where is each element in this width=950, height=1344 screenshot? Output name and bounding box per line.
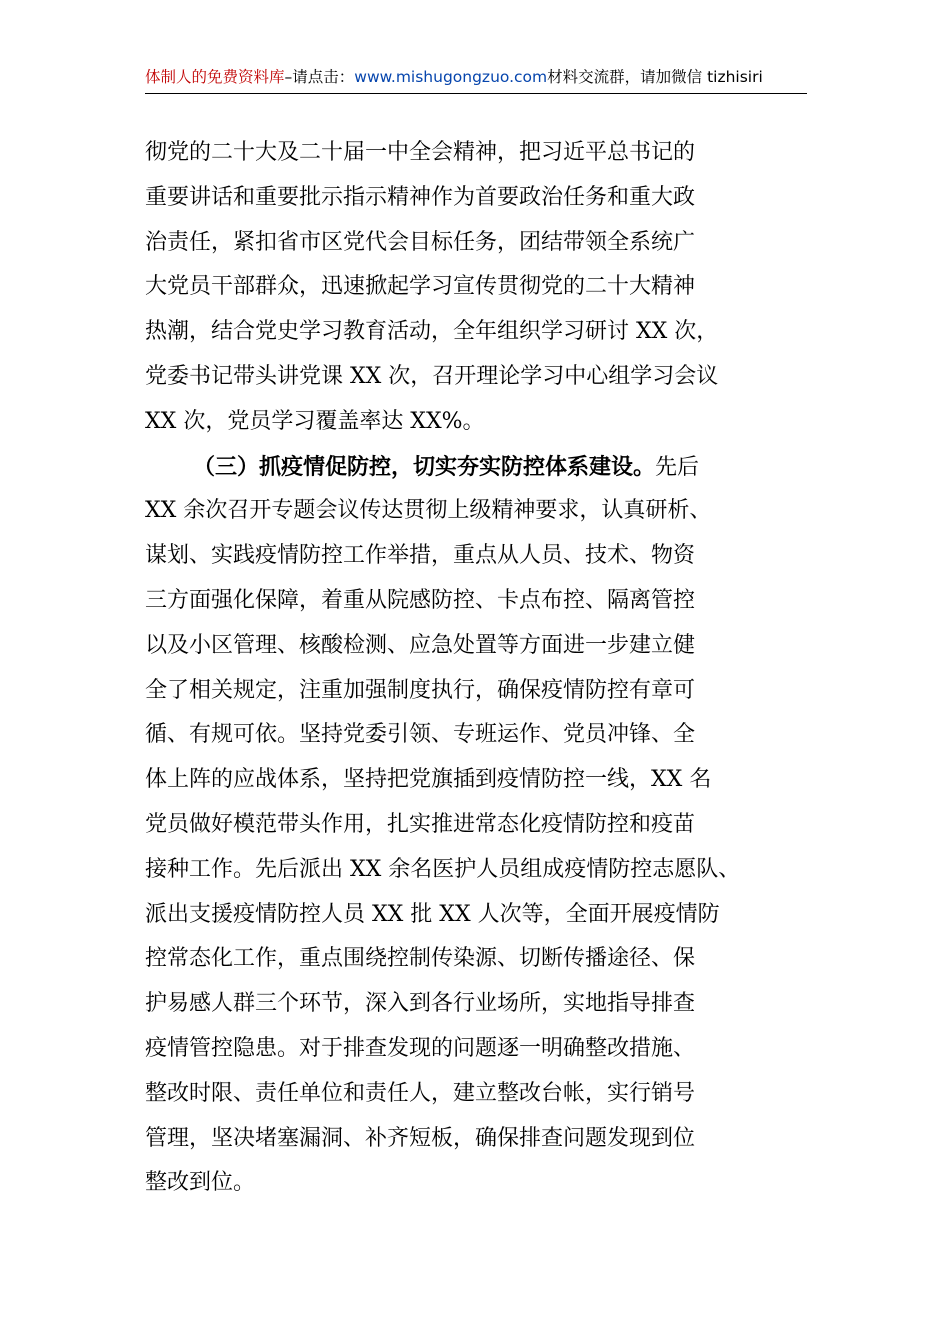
text-line: 重要讲话和重要批示指示精神作为首要政治任务和重大政 [145, 184, 696, 210]
text-line: 疫情管控隐患。对于排查发现的问题逐一明确整改措施、 [145, 1035, 696, 1061]
text-line: XX 余次召开专题会议传达贯彻上级精神要求，认真研析、 [145, 498, 712, 524]
text-line: 以及小区管理、核酸检测、应急处置等方面进一步建立健 [145, 632, 696, 658]
text-line: 控常态化工作，重点围绕控制传染源、切断传播途径、保 [145, 946, 696, 972]
text-line: 治责任，紧扣省市区党代会目标任务，团结带领全系统广 [145, 229, 696, 255]
section-heading: （三）抓疫情促防控，切实夯实防控体系建设。 [193, 453, 656, 480]
header-brand: 体制人的免费资料库 [145, 68, 285, 86]
text-line: 谋划、实践疫情防控工作举措，重点从人员、技术、物资 [145, 543, 696, 569]
header-separator: –请点击： [284, 68, 355, 86]
section-heading-line [145, 445, 813, 490]
text-line: 党员做好模范带头作用，扎实推进常态化疫情防控和疫苗 [145, 811, 696, 837]
text-line: 派出支援疫情防控人员 XX 批 XX 人次等，全面开展疫情防 [145, 901, 720, 927]
text-line: 热潮，结合党史学习教育活动，全年组织学习研讨 XX 次， [145, 319, 719, 345]
page-header [145, 62, 807, 94]
text-line: 循、有规可依。坚持党委引领、专班运作、党员冲锋、全 [145, 722, 696, 748]
text-line: 大党员干部群众，迅速掀起学习宣传贯彻党的二十大精神 [145, 274, 696, 300]
text-line: 体上阵的应战体系，坚持把党旗插到疫情防控一线，XX 名 [145, 767, 712, 793]
text-line: 全了相关规定，注重加强制度执行，确保疫情防控有章可 [145, 677, 696, 703]
text-line: 三方面强化保障，着重从院感防控、卡点布控、隔离管控 [145, 587, 696, 613]
text-line: 接种工作。先后派出 XX 余名医护人员组成疫情防控志愿队、 [145, 856, 741, 882]
text-line: 彻党的二十大及二十届一中全会精神，把习近平总书记的 [145, 140, 696, 165]
text-line: 整改到位。 [145, 1170, 256, 1196]
text-line: 护易感人群三个环节，深入到各行业场所，实地指导排查 [145, 991, 696, 1017]
text-line: XX 次，党员学习覆盖率达 XX%。 [145, 408, 485, 434]
text-line: 管理，坚决堵塞漏洞、补齐短板，确保排查问题发现到位 [145, 1125, 696, 1151]
header-tail: 材料交流群，请加微信 tizhisiri [547, 68, 763, 86]
document-body [145, 131, 813, 1206]
header-link[interactable]: www.mishugongzuo.com [354, 68, 548, 86]
text-line: 整改时限、责任单位和责任人，建立整改台帐，实行销号 [145, 1080, 696, 1106]
section-heading-rest: 先后 [655, 454, 700, 480]
text-line: 党委书记带头讲党课 XX 次，召开理论学习中心组学习会议 [145, 363, 719, 389]
